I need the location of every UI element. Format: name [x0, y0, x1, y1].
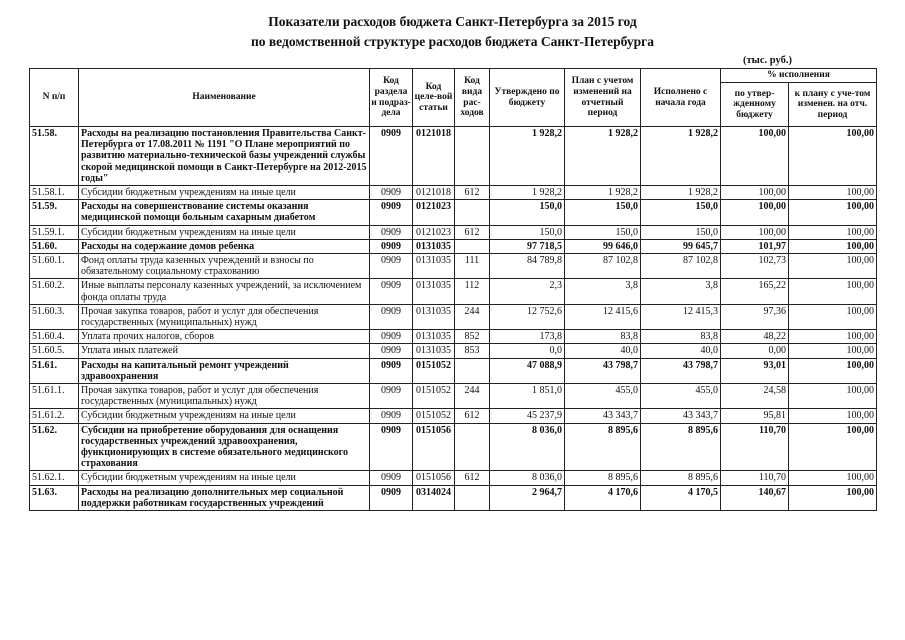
row-plan: 3,8 — [565, 279, 641, 304]
row-name: Субсидии бюджетным учреждениям на иные цели — [79, 186, 370, 200]
row-executed: 43 343,7 — [641, 409, 721, 423]
row-pct-plan: 100,00 — [789, 330, 877, 344]
row-num: 51.61.1. — [30, 384, 79, 409]
table-row — [30, 239, 877, 253]
budget-table — [29, 68, 877, 511]
row-razdel-code: 0909 — [370, 409, 413, 423]
header-num: N п/п — [30, 69, 79, 127]
row-num: 51.58.1. — [30, 186, 79, 200]
header-razdel: Код раздела и подраз-дела — [370, 69, 413, 127]
row-approved: 47 088,9 — [490, 358, 565, 383]
row-vid-code: 853 — [455, 344, 490, 358]
row-num: 51.60.5. — [30, 344, 79, 358]
header-name: Наименование — [79, 69, 370, 127]
table-row — [30, 409, 877, 423]
row-razdel-code: 0909 — [370, 485, 413, 510]
row-approved: 0,0 — [490, 344, 565, 358]
row-vid-code — [455, 239, 490, 253]
row-num: 51.61. — [30, 358, 79, 383]
row-razdel-code: 0909 — [370, 239, 413, 253]
row-pct-plan: 100,00 — [789, 200, 877, 225]
row-pct-approved: 140,67 — [721, 485, 789, 510]
table-row — [30, 384, 877, 409]
row-plan: 43 798,7 — [565, 358, 641, 383]
table-row — [30, 200, 877, 225]
row-pct-plan: 100,00 — [789, 409, 877, 423]
row-name: Расходы на реализацию постановления Правительства Санкт-Петербурга от 17.08.2011 № 1191 "О Плане мероприятий по развитию материально-технической базы учреждений службы скорой медицинской помощи в Санкт-Петербурге на 2012-2015 годы" — [79, 127, 370, 186]
row-pct-approved: 165,22 — [721, 279, 789, 304]
row-statya-code: 0131035 — [413, 279, 455, 304]
table-row — [30, 186, 877, 200]
row-statya-code: 0131035 — [413, 239, 455, 253]
row-vid-code: 612 — [455, 409, 490, 423]
row-plan: 1 928,2 — [565, 186, 641, 200]
row-executed: 12 415,3 — [641, 304, 721, 329]
row-statya-code: 0151056 — [413, 471, 455, 485]
table-row — [30, 254, 877, 279]
units-label: (тыс. руб.) — [743, 55, 792, 66]
row-num: 51.62. — [30, 423, 79, 471]
row-razdel-code: 0909 — [370, 186, 413, 200]
row-razdel-code: 0909 — [370, 358, 413, 383]
row-vid-code — [455, 200, 490, 225]
row-executed: 1 928,2 — [641, 186, 721, 200]
row-plan: 12 415,6 — [565, 304, 641, 329]
row-executed: 455,0 — [641, 384, 721, 409]
row-executed: 8 895,6 — [641, 471, 721, 485]
row-pct-plan: 100,00 — [789, 279, 877, 304]
table-row — [30, 225, 877, 239]
row-name: Расходы на реализацию дополнительных мер социальной поддержки работникам государственных учреждений — [79, 485, 370, 510]
row-executed: 1 928,2 — [641, 127, 721, 186]
table-row — [30, 471, 877, 485]
table-row — [30, 127, 877, 186]
row-pct-approved: 0,00 — [721, 344, 789, 358]
row-pct-plan: 100,00 — [789, 485, 877, 510]
row-vid-code — [455, 127, 490, 186]
row-statya-code: 0131035 — [413, 304, 455, 329]
row-executed: 87 102,8 — [641, 254, 721, 279]
row-pct-approved: 24,58 — [721, 384, 789, 409]
table-row — [30, 423, 877, 471]
row-name: Прочая закупка товаров, работ и услуг для обеспечения государственных (муниципальных) нужд — [79, 384, 370, 409]
row-executed: 40,0 — [641, 344, 721, 358]
row-name: Расходы на содержание домов ребенка — [79, 239, 370, 253]
row-executed: 4 170,5 — [641, 485, 721, 510]
row-pct-plan: 100,00 — [789, 384, 877, 409]
row-plan: 83,8 — [565, 330, 641, 344]
row-pct-approved: 93,01 — [721, 358, 789, 383]
row-num: 51.60.2. — [30, 279, 79, 304]
row-name: Уплата иных платежей — [79, 344, 370, 358]
row-pct-approved: 97,36 — [721, 304, 789, 329]
row-vid-code: 852 — [455, 330, 490, 344]
row-pct-approved: 100,00 — [721, 127, 789, 186]
row-plan: 8 895,6 — [565, 471, 641, 485]
table-row — [30, 279, 877, 304]
row-approved: 173,8 — [490, 330, 565, 344]
row-vid-code: 612 — [455, 225, 490, 239]
row-pct-plan: 100,00 — [789, 344, 877, 358]
row-razdel-code: 0909 — [370, 254, 413, 279]
row-statya-code: 0131035 — [413, 330, 455, 344]
row-name: Прочая закупка товаров, работ и услуг для обеспечения государственных (муниципальных) нужд — [79, 304, 370, 329]
row-razdel-code: 0909 — [370, 384, 413, 409]
row-pct-plan: 100,00 — [789, 304, 877, 329]
row-executed: 3,8 — [641, 279, 721, 304]
table-row — [30, 344, 877, 358]
row-statya-code: 0151056 — [413, 423, 455, 471]
row-razdel-code: 0909 — [370, 225, 413, 239]
row-vid-code: 244 — [455, 304, 490, 329]
row-plan: 1 928,2 — [565, 127, 641, 186]
row-statya-code: 0151052 — [413, 409, 455, 423]
row-plan: 4 170,6 — [565, 485, 641, 510]
row-plan: 455,0 — [565, 384, 641, 409]
row-razdel-code: 0909 — [370, 423, 413, 471]
row-razdel-code: 0909 — [370, 279, 413, 304]
row-vid-code — [455, 423, 490, 471]
row-executed: 83,8 — [641, 330, 721, 344]
row-pct-approved: 100,00 — [721, 200, 789, 225]
row-name: Фонд оплаты труда казенных учреждений и взносы по обязательному социальному страхованию — [79, 254, 370, 279]
row-approved: 1 851,0 — [490, 384, 565, 409]
row-pct-plan: 100,00 — [789, 423, 877, 471]
row-plan: 150,0 — [565, 225, 641, 239]
row-name: Субсидии бюджетным учреждениям на иные цели — [79, 409, 370, 423]
row-plan: 40,0 — [565, 344, 641, 358]
row-vid-code: 612 — [455, 471, 490, 485]
row-approved: 150,0 — [490, 200, 565, 225]
header-statya: Код целе-вой статьи — [413, 69, 455, 127]
table-body — [30, 127, 877, 511]
row-executed: 150,0 — [641, 200, 721, 225]
row-razdel-code: 0909 — [370, 344, 413, 358]
table-row — [30, 304, 877, 329]
row-num: 51.60. — [30, 239, 79, 253]
row-name: Субсидии бюджетным учреждениям на иные цели — [79, 225, 370, 239]
row-name: Иные выплаты персоналу казенных учреждений, за исключением фонда оплаты труда — [79, 279, 370, 304]
row-razdel-code: 0909 — [370, 304, 413, 329]
row-pct-approved: 102,73 — [721, 254, 789, 279]
row-vid-code: 112 — [455, 279, 490, 304]
row-executed: 8 895,6 — [641, 423, 721, 471]
row-statya-code: 0121023 — [413, 200, 455, 225]
row-statya-code: 0131035 — [413, 254, 455, 279]
row-num: 51.60.1. — [30, 254, 79, 279]
row-statya-code: 0131035 — [413, 344, 455, 358]
row-vid-code — [455, 485, 490, 510]
row-approved: 2,3 — [490, 279, 565, 304]
row-statya-code: 0151052 — [413, 358, 455, 383]
row-num: 51.59. — [30, 200, 79, 225]
row-approved: 1 928,2 — [490, 186, 565, 200]
row-approved: 2 964,7 — [490, 485, 565, 510]
header-executed: Исполнено с начала года — [641, 69, 721, 127]
row-vid-code: 612 — [455, 186, 490, 200]
row-plan: 99 646,0 — [565, 239, 641, 253]
row-vid-code: 244 — [455, 384, 490, 409]
header-vid: Код вида рас-ходов — [455, 69, 490, 127]
row-approved: 150,0 — [490, 225, 565, 239]
row-approved: 97 718,5 — [490, 239, 565, 253]
row-pct-approved: 110,70 — [721, 471, 789, 485]
row-statya-code: 0151052 — [413, 384, 455, 409]
row-name: Уплата прочих налогов, сборов — [79, 330, 370, 344]
table-row — [30, 358, 877, 383]
header-percent-group: % исполнения — [721, 69, 877, 83]
row-plan: 87 102,8 — [565, 254, 641, 279]
row-approved: 84 789,8 — [490, 254, 565, 279]
header-plan: План с учетом изменений на отчетный период — [565, 69, 641, 127]
document-title: Показатели расходов бюджета Санкт-Петербурга за 2015 год — [268, 14, 637, 29]
row-statya-code: 0314024 — [413, 485, 455, 510]
row-pct-approved: 100,00 — [721, 186, 789, 200]
row-approved: 12 752,6 — [490, 304, 565, 329]
table-row — [30, 330, 877, 344]
row-executed: 150,0 — [641, 225, 721, 239]
table-row — [30, 485, 877, 510]
row-pct-plan: 100,00 — [789, 186, 877, 200]
row-num: 51.60.4. — [30, 330, 79, 344]
row-plan: 43 343,7 — [565, 409, 641, 423]
row-name: Субсидии на приобретение оборудования для оснащения государственных учреждений здравоохранения, функционирующих в системе обязательного медицинского страхования — [79, 423, 370, 471]
row-pct-plan: 100,00 — [789, 358, 877, 383]
row-razdel-code: 0909 — [370, 200, 413, 225]
row-pct-plan: 100,00 — [789, 225, 877, 239]
row-statya-code: 0121023 — [413, 225, 455, 239]
row-razdel-code: 0909 — [370, 471, 413, 485]
row-approved: 45 237,9 — [490, 409, 565, 423]
row-num: 51.61.2. — [30, 409, 79, 423]
header-pct-approved: по утвер-жденному бюджету — [721, 83, 789, 127]
row-name: Субсидии бюджетным учреждениям на иные цели — [79, 471, 370, 485]
row-vid-code — [455, 358, 490, 383]
row-razdel-code: 0909 — [370, 127, 413, 186]
header-pct-plan: к плану с уче-том изменен. на отч. период — [789, 83, 877, 127]
row-pct-approved: 48,22 — [721, 330, 789, 344]
row-statya-code: 0121018 — [413, 186, 455, 200]
row-approved: 1 928,2 — [490, 127, 565, 186]
row-pct-approved: 110,70 — [721, 423, 789, 471]
row-pct-plan: 100,00 — [789, 254, 877, 279]
row-num: 51.62.1. — [30, 471, 79, 485]
row-pct-plan: 100,00 — [789, 239, 877, 253]
row-executed: 99 645,7 — [641, 239, 721, 253]
row-num: 51.58. — [30, 127, 79, 186]
row-razdel-code: 0909 — [370, 330, 413, 344]
row-pct-approved: 95,81 — [721, 409, 789, 423]
row-executed: 43 798,7 — [641, 358, 721, 383]
row-pct-plan: 100,00 — [789, 127, 877, 186]
row-pct-plan: 100,00 — [789, 471, 877, 485]
row-name: Расходы на капитальный ремонт учреждений здравоохранения — [79, 358, 370, 383]
row-statya-code: 0121018 — [413, 127, 455, 186]
row-num: 51.60.3. — [30, 304, 79, 329]
row-approved: 8 036,0 — [490, 471, 565, 485]
header-approved: Утверждено по бюджету — [490, 69, 565, 127]
row-vid-code: 111 — [455, 254, 490, 279]
row-plan: 150,0 — [565, 200, 641, 225]
row-plan: 8 895,6 — [565, 423, 641, 471]
document-subtitle: по ведомственной структуре расходов бюджета Санкт-Петербурга — [250, 34, 655, 49]
row-name: Расходы на совершенствование системы оказания медицинской помощи больным сахарным диабетом — [79, 200, 370, 225]
row-num: 51.63. — [30, 485, 79, 510]
row-pct-approved: 100,00 — [721, 225, 789, 239]
row-approved: 8 036,0 — [490, 423, 565, 471]
row-num: 51.59.1. — [30, 225, 79, 239]
row-pct-approved: 101,97 — [721, 239, 789, 253]
